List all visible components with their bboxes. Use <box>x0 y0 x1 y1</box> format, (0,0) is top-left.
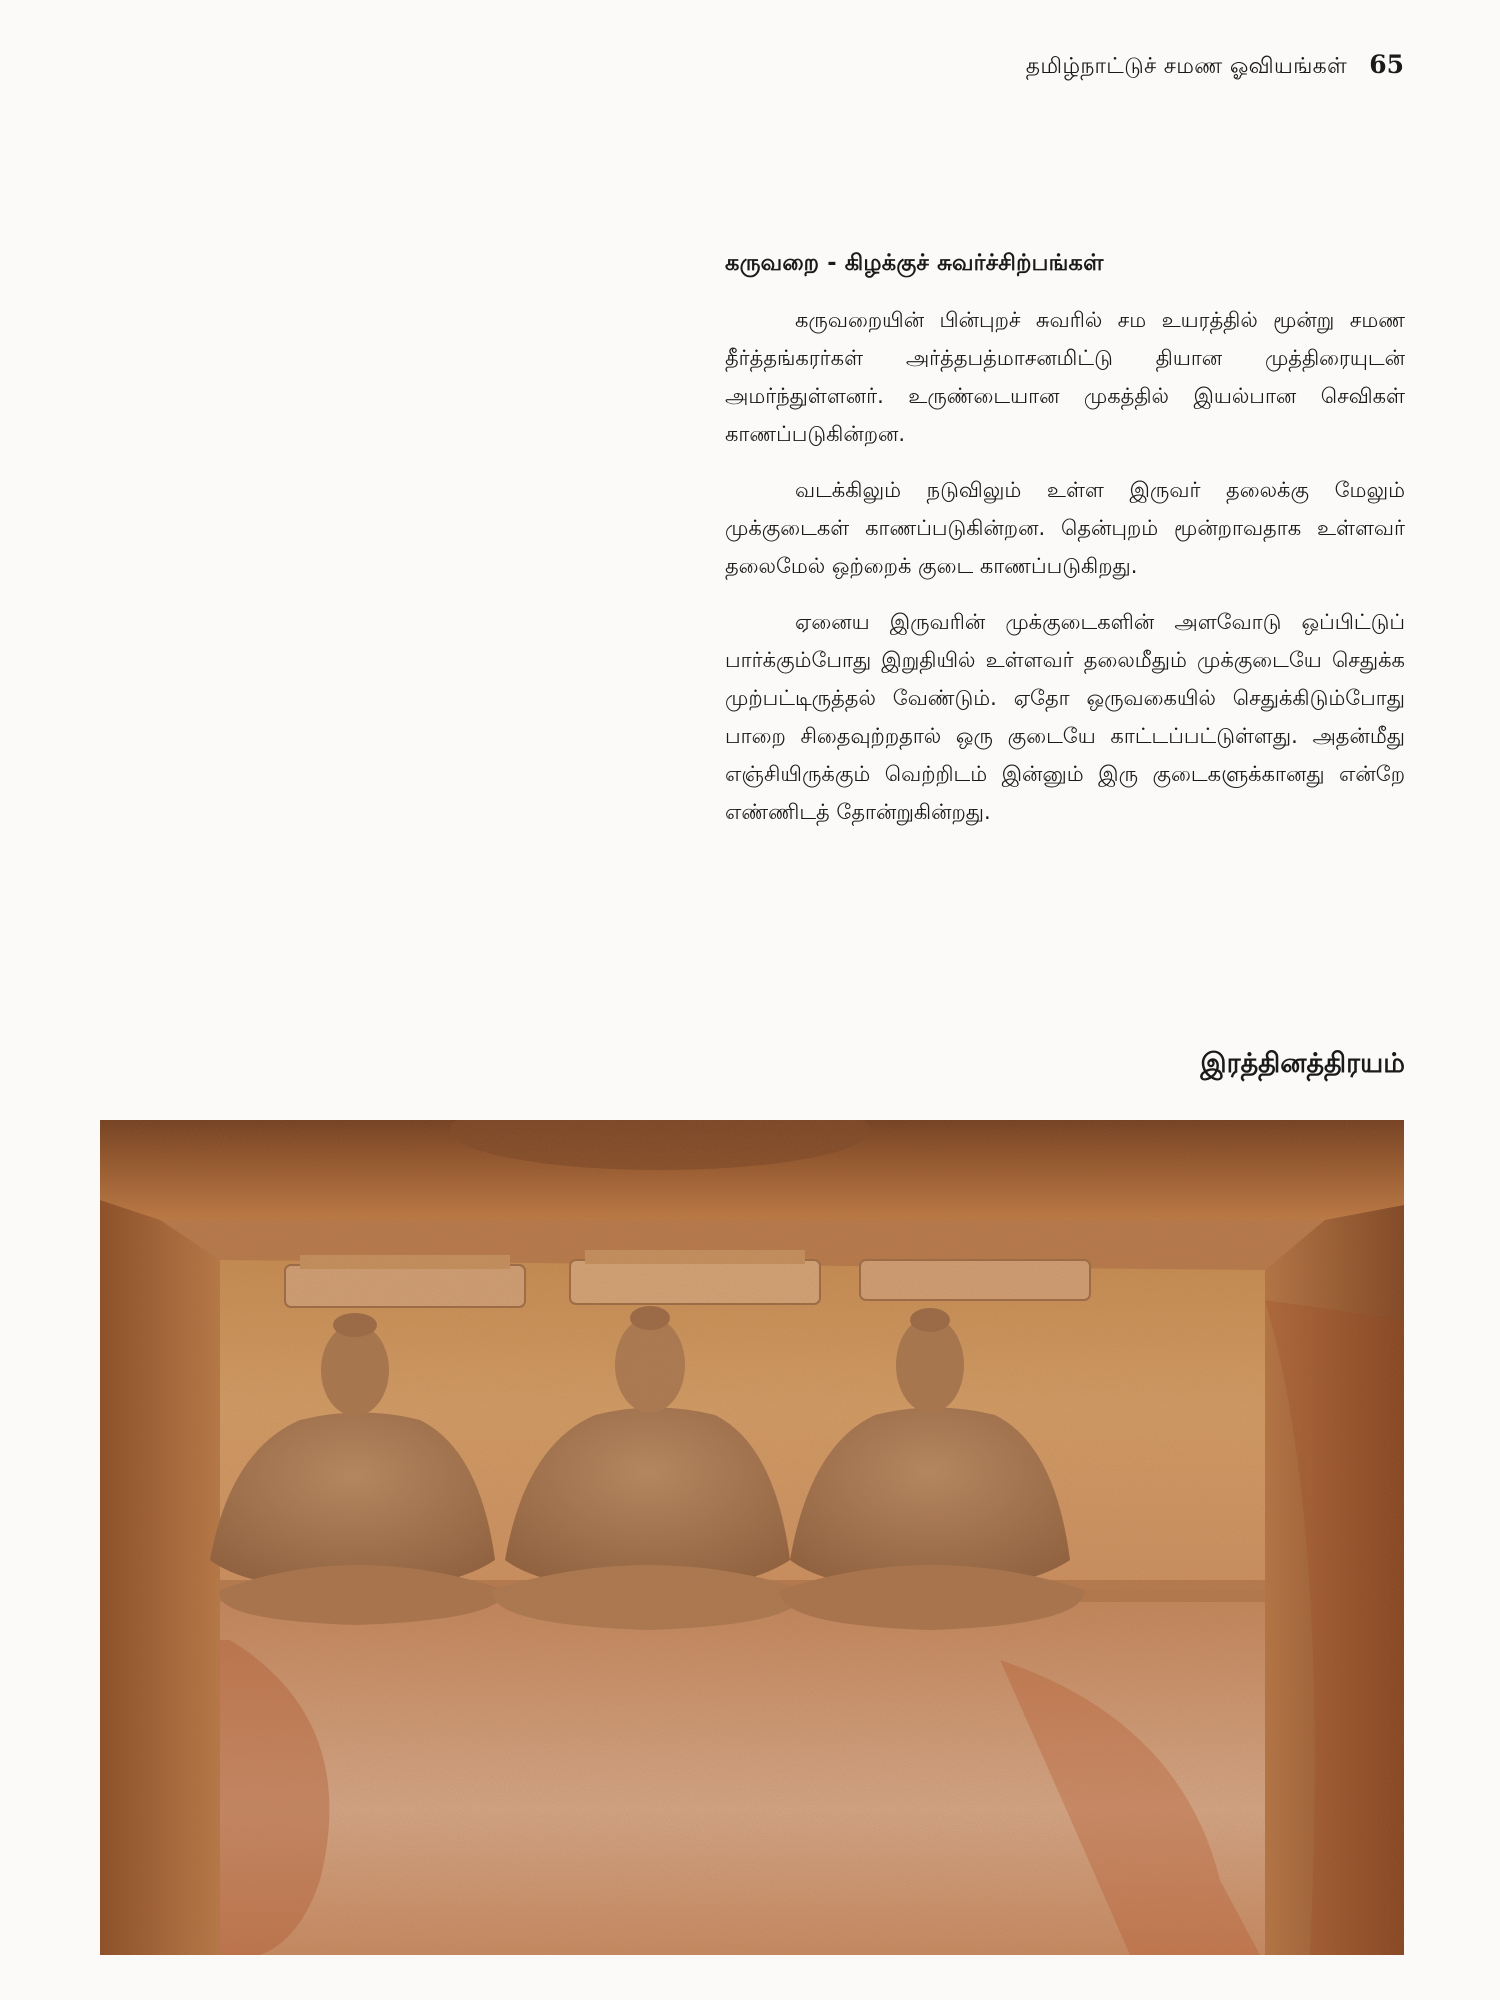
relief-illustration <box>100 1120 1404 1955</box>
paragraph-3: ஏனைய இருவரின் முக்குடைகளின் அளவோடு ஒப்பிட்டுப் பார்க்கும்போது இறுதியில் உள்ளவர் தலைமீதும் முக்குடையே செதுக்க முற்பட்டிருத்தல் வேண்டும். ஏதோ ஒருவகையில் செதுக்கிடும்போது பாறை சிதைவுற்றதால் ஒரு குடையே காட்டப்பட்டுள்ளது. அதன்மீது எஞ்சியிருக்கும் வெற்றிடம் இன்னும் இரு குடைகளுக்கானது என்றே எண்ணிடத் தோன்றுகின்றது. <box>725 610 1405 824</box>
section-heading: கருவறை - கிழக்குச் சுவர்ச்சிற்பங்கள் <box>725 250 1104 276</box>
running-title: தமிழ்நாட்டுச் சமண ஓவியங்கள் <box>1025 54 1348 79</box>
relief-photograph <box>100 1120 1404 1955</box>
text-column <box>725 250 1405 849</box>
paragraph-1: கருவறையின் பின்புறச் சுவரில் சம உயரத்தில் மூன்று சமண தீர்த்தங்கரர்கள் அர்த்தபத்மாசனமிட்டு தியான முத்திரையுடன் அமர்ந்துள்ளனர். உருண்டையான முகத்தில் இயல்பான செவிகள் காணப்படுகின்றன. <box>725 308 1405 446</box>
page-number: 65 <box>1369 50 1404 79</box>
paragraph-2: வடக்கிலும் நடுவிலும் உள்ள இருவர் தலைக்கு மேலும் முக்குடைகள் காணப்படுகின்றன. தென்புறம் மூன்றாவதாக உள்ளவர் தலைமேல் ஒற்றைக் குடை காணப்படுகிறது. <box>725 478 1405 578</box>
running-header <box>1026 50 1404 82</box>
figure-caption: இரத்தினத்திரயம் <box>1200 1048 1405 1079</box>
